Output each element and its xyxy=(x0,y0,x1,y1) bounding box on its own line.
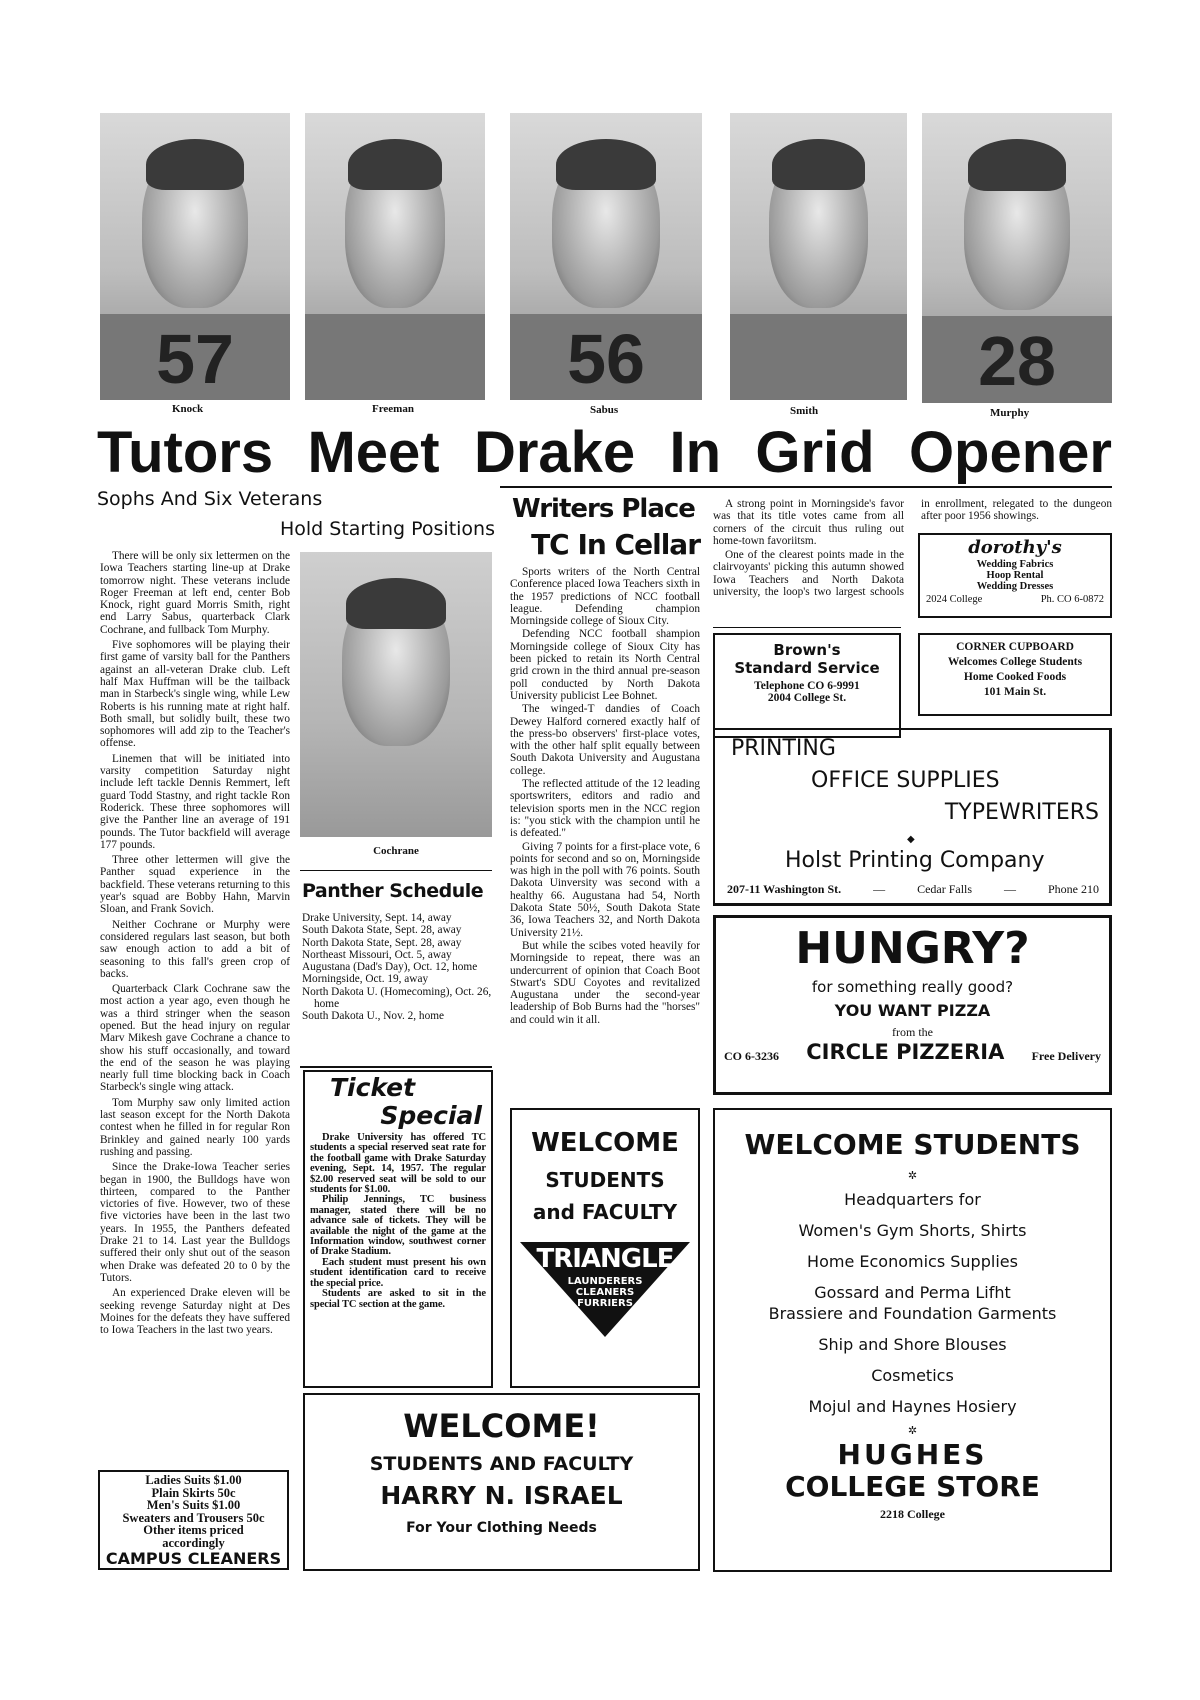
schedule-item: South Dakota State, Sept. 28, away xyxy=(302,924,462,937)
ad-text: Free Delivery xyxy=(1031,1049,1101,1063)
diamond-icon: ◆ xyxy=(907,834,915,845)
ad-text: YOU WANT PIZZA xyxy=(834,1001,991,1020)
photo-caption: Cochrane xyxy=(373,845,419,857)
photo-smith xyxy=(730,113,907,400)
schedule-item: Drake University, Sept. 14, away xyxy=(302,912,452,924)
ad-business-name: HUGHES xyxy=(837,1438,988,1471)
logo-text: FURRIERS xyxy=(577,1298,633,1309)
ad-text: Headquarters for xyxy=(844,1190,981,1209)
ad-business-name: CIRCLE PIZZERIA xyxy=(806,1040,1005,1064)
divider xyxy=(713,627,901,628)
photo-caption: Knock xyxy=(172,403,204,415)
ad-phone: CO 6-3236 xyxy=(724,1049,779,1063)
ad-logo-script: dorothy's xyxy=(968,537,1062,558)
paragraph: Three other lettermen will give the Panther squad experience in the backfield. These veterans returning to this year's squad are Bobby Hahn, Marvin Sloan, and Frank Sovich. xyxy=(100,854,290,916)
divider xyxy=(300,1066,492,1068)
ad-text: STUDENTS AND FACULTY xyxy=(369,1453,634,1475)
divider xyxy=(500,486,1112,488)
paragraph: Neither Cochrane or Murphy were considered regulars last season, but both saw enough action to add a bit of seasoning to this fall's green crop of backs. xyxy=(100,918,290,980)
page-headline xyxy=(97,420,1112,486)
photo-sabus xyxy=(510,113,702,400)
ad-text: Ship and Shore Blouses xyxy=(818,1335,1007,1354)
photo-knock xyxy=(100,113,290,400)
ad-heading: Standard Service xyxy=(734,659,880,677)
ad-address: 2004 College St. xyxy=(767,692,847,704)
ad-text: Ladies Suits $1.00 xyxy=(145,1473,242,1487)
ad-heading: WELCOME xyxy=(531,1128,679,1158)
ornament-icon: ✲ xyxy=(907,1169,918,1182)
headline-word: Drake xyxy=(473,420,636,485)
ad-business-name: COLLEGE STORE xyxy=(785,1470,1040,1503)
paragraph: Drake University has offered TC students a special reserved seat rate for the football game with Drake Saturday evening, Sept. 14, 1957. The regular $2.00 reserved seat will be sold to our students for $1.00. xyxy=(310,1132,486,1196)
writers-story-body xyxy=(510,566,700,1026)
ad-city: Cedar Falls xyxy=(917,882,973,896)
headline-word: Opener xyxy=(908,420,1112,485)
paragraph: An experienced Drake eleven will be seeking revenge Saturday night at Des Moines for the defeats they have suffered to Iowa Teachers in the last two years. xyxy=(100,1287,290,1337)
ad-text: Cosmetics xyxy=(871,1366,954,1385)
ticket-title: Special xyxy=(380,1101,482,1130)
paragraph: A strong point in Morningside's favor was that its title votes came from all corners of the circuit thus ruling out home-town favoriitsm. xyxy=(713,498,904,547)
subheadline: Hold Starting Positions xyxy=(279,518,495,540)
headline-word: Tutors xyxy=(97,420,274,485)
ad-text: 101 Main St. xyxy=(983,686,1047,698)
paragraph: But while the scibes voted heavily for Morningside to repeat, there was an undercurrent of opinion that Coach Boot Stwart's SDU Coyotes and revitalized Augustana under the second-year leadership of Bob Burns had the "horses" and could win it all. xyxy=(510,939,700,1026)
ornament-icon: ✲ xyxy=(907,1424,918,1437)
main-story-body xyxy=(100,550,290,1339)
logo-text: LAUNDERERS xyxy=(567,1276,643,1287)
ad-text: TYPEWRITERS xyxy=(944,800,1099,825)
logo-text: TRIANGLE xyxy=(536,1244,674,1274)
ad-phone: Ph. CO 6-0872 xyxy=(1040,594,1104,605)
ad-address: 2024 College xyxy=(926,594,983,605)
ad-text: Hoop Rental xyxy=(986,570,1044,581)
ad-heading: HUNGRY? xyxy=(795,923,1030,974)
ad-text: Home Cooked Foods xyxy=(963,671,1067,683)
photo-caption: Freeman xyxy=(372,403,414,415)
paragraph: Students are asked to sit in the special TC section at the game. xyxy=(310,1288,486,1310)
paragraph: Defending NCC football shampion Morningside college of Sioux City has been picked to retain its North Central grid crown in the third annual pre-season poll conducted by North Dakota University publicist Lee Bohnet. xyxy=(510,628,700,702)
ad-text: Wedding Dresses xyxy=(976,581,1054,592)
jersey-number: 28 xyxy=(922,316,1112,403)
schedule-list xyxy=(302,912,492,1023)
headline-word: In xyxy=(669,420,722,485)
triangle-ad xyxy=(510,1108,700,1388)
schedule-item: South Dakota U., Nov. 2, home xyxy=(302,1010,445,1023)
photo-murphy xyxy=(922,113,1112,403)
ad-address: 207-11 Washington St. xyxy=(727,882,842,896)
paragraph: One of the clearest points made in the clairvoyants' picking this autumn showed Iowa Teachers and North Dakota university, the loop's two largest schools in enrollment, relegated to the dungeon after poor 1956 showings. xyxy=(713,498,1112,599)
ad-text: Brassiere and Foundation Garments xyxy=(768,1304,1057,1323)
ad-business-name: HARRY N. ISRAEL xyxy=(380,1481,623,1510)
paragraph: Sports writers of the North Central Conference placed Iowa Teachers sixth in the 1957 predictions of NCC football league. Defending champion Morningside college of Sioux City. xyxy=(510,566,700,628)
ad-text: STUDENTS xyxy=(545,1168,665,1192)
printing-ad: PRINTING OFFICE SUPPLIES TYPEWRITERS ◆ Holst Printing Company 207-11 Washington St. — Cedar Falls — Phone 210 xyxy=(713,728,1112,906)
paragraph: Giving 7 points for a first-place vote, 6 points for second and so on, Morningside was high in the poll with 76 points. South Dakota Uinversity was second with a healthy 66. Augustana had 54, North Dakota State 50½, South Dakota State 36, Iowa Teachers 32, and North Dakota University 21½. xyxy=(510,840,700,939)
photo-cochrane xyxy=(300,552,492,837)
israel-ad xyxy=(303,1393,700,1571)
paragraph: Tom Murphy saw only limited action last season except for the North Dakota contest when he filled in for regular Ron Brinkley and gained nearly 100 yards rushing and passing. xyxy=(100,1096,290,1158)
dorothys-ad xyxy=(918,533,1112,618)
hughes-ad xyxy=(713,1108,1112,1572)
ad-text: for something really good? xyxy=(811,978,1014,996)
divider xyxy=(300,870,492,871)
ticket-special-box xyxy=(303,1070,493,1388)
schedule-item: Morningside, Oct. 19, away xyxy=(302,973,429,986)
ad-phone: Phone 210 xyxy=(1047,882,1099,896)
ad-text: Wedding Fabrics xyxy=(976,559,1054,570)
ad-heading: Brown's xyxy=(773,641,841,659)
ad-text: PRINTING xyxy=(731,736,836,761)
ad-heading: WELCOME STUDENTS xyxy=(744,1128,1081,1161)
paragraph: Five sophomores will be playing their first game of varsity ball for the Panthers against an all-veteran Drake club. Left half Max Huffman will be the tailback man in Starbeck's single wing, while Lew Roberts is his running mate at right half. Both small, but solidly built, these two sophomores will add zip to the Teacher's offense. xyxy=(100,639,290,750)
headline-word: Meet xyxy=(307,420,440,485)
ad-text: and FACULTY xyxy=(532,1200,678,1224)
ad-text: For Your Clothing Needs xyxy=(406,1520,597,1536)
ad-text: OFFICE SUPPLIES xyxy=(811,768,1000,793)
logo-text: CLEANERS xyxy=(575,1287,635,1298)
paragraph: Linemen that will be initiated into varsity competition Saturday night include left tackle Dennis Remmert, left guard Todd Stastny, and right tackle Ron Roderick. These three sophomores will give the Panther line an average of 191 pounds. The Tutor backfield will average 177 pounds. xyxy=(100,752,290,851)
ad-text: Plain Skirts 50c xyxy=(151,1485,236,1500)
headline-word: Grid xyxy=(755,420,875,485)
ad-heading: CORNER CUPBOARD xyxy=(956,641,1074,653)
jersey-number: 57 xyxy=(100,314,290,400)
ad-text: Women's Gym Shorts, Shirts xyxy=(798,1221,1027,1240)
subheadline: Sophs And Six Veterans xyxy=(97,488,323,510)
triangle-logo xyxy=(520,1242,690,1337)
paragraph: Since the Drake-Iowa Teacher series began in 1900, the Bulldogs have won thirteen, compared to the Panther victories of five. However, two of these five victories have been in the last two years. In 1955, the Panthers defeated Drake 21 to 14. Last year the Bulldogs suffered their only shut out of the season when Drake was defeated 20 to 0 by the Tutors. xyxy=(100,1161,290,1284)
ad-text: from the xyxy=(892,1025,933,1039)
paragraph: Philip Jennings, TC business manager, stated there will be no advance sale of tickets. They will be available the night of the game at the Information window, southwest corner of Drake Stadium. xyxy=(310,1194,486,1258)
schedule-title: Panther Schedule xyxy=(302,880,484,902)
schedule-item: Augustana (Dad's Day), Oct. 12, home xyxy=(302,961,478,974)
photo-caption: Sabus xyxy=(590,404,619,416)
photo-freeman xyxy=(305,113,485,400)
ad-text: Men's Suits $1.00 xyxy=(146,1498,241,1512)
browns-ad xyxy=(713,633,901,738)
paragraph: Each student must present his own student identification card to receive the special price. xyxy=(310,1256,486,1289)
ad-text: Home Economics Supplies xyxy=(807,1252,1018,1271)
photo-caption: Murphy xyxy=(990,407,1030,419)
ad-text: Other items priced xyxy=(143,1523,244,1537)
ad-phone: Telephone CO 6-9991 xyxy=(754,680,860,692)
story-headline: Writers Place xyxy=(512,494,695,524)
ad-text: Gossard and Perma Lifht xyxy=(814,1283,1011,1302)
paragraph: The reflected attitude of the 12 leading sportswriters, editors and radio and television sports men in the NCC region is: "you stick with the champion until he is defeated." xyxy=(510,778,700,840)
pizza-ad xyxy=(713,915,1112,1095)
schedule-item: North Dakota State, Sept. 28, away xyxy=(302,936,462,949)
paragraph: There will be only six lettermen on the Iowa Teachers starting line-up at Drake tomorrow night. These veterans include Roger Freeman at left end, center Bob Knock, right guard Morris Smith, right end Larry Sabus, quarterback Clark Cochrane, and fullback Tom Murphy. xyxy=(100,550,290,636)
story-headline: TC In Cellar xyxy=(531,528,700,561)
jersey-number: 56 xyxy=(510,314,702,400)
campus-cleaners-ad xyxy=(98,1470,289,1570)
ad-business-name: CAMPUS CLEANERS xyxy=(105,1549,282,1568)
ad-heading: WELCOME! xyxy=(403,1407,600,1445)
ad-text: Sweaters and Trousers 50c xyxy=(122,1510,265,1525)
ad-business-name: Holst Printing Company xyxy=(785,848,1045,873)
photo-caption: Smith xyxy=(790,405,819,417)
schedule-item: Northeast Missouri, Oct. 5, away xyxy=(302,948,452,961)
paragraph: The winged-T dandies of Coach Dewey Halford cornered exactly half of the press-bo observers' first-place votes, with the other half split equally between South Dakota University and Augustana college. xyxy=(510,703,700,777)
schedule-item: North Dakota U. (Homecoming), Oct. 26, home xyxy=(302,985,492,1011)
ad-text: Welcomes College Students xyxy=(947,656,1083,668)
ad-address: 2218 College xyxy=(880,1507,945,1521)
ad-text: Mojul and Haynes Hosiery xyxy=(808,1397,1017,1416)
ticket-title: Ticket xyxy=(330,1073,416,1102)
paragraph: Quarterback Clark Cochrane saw the most action a year ago, even though he was a third stringer when the season opened. But the head injury on regular Marv Mikesh gave Cochrane a chance to show his stuff occasionally, and toward the end of the season he was playing nearly full time blocking back in Coach Starbeck's single wing attack. xyxy=(100,983,290,1094)
corner-cupboard-ad xyxy=(918,633,1112,716)
ad-text: accordingly xyxy=(162,1535,225,1550)
